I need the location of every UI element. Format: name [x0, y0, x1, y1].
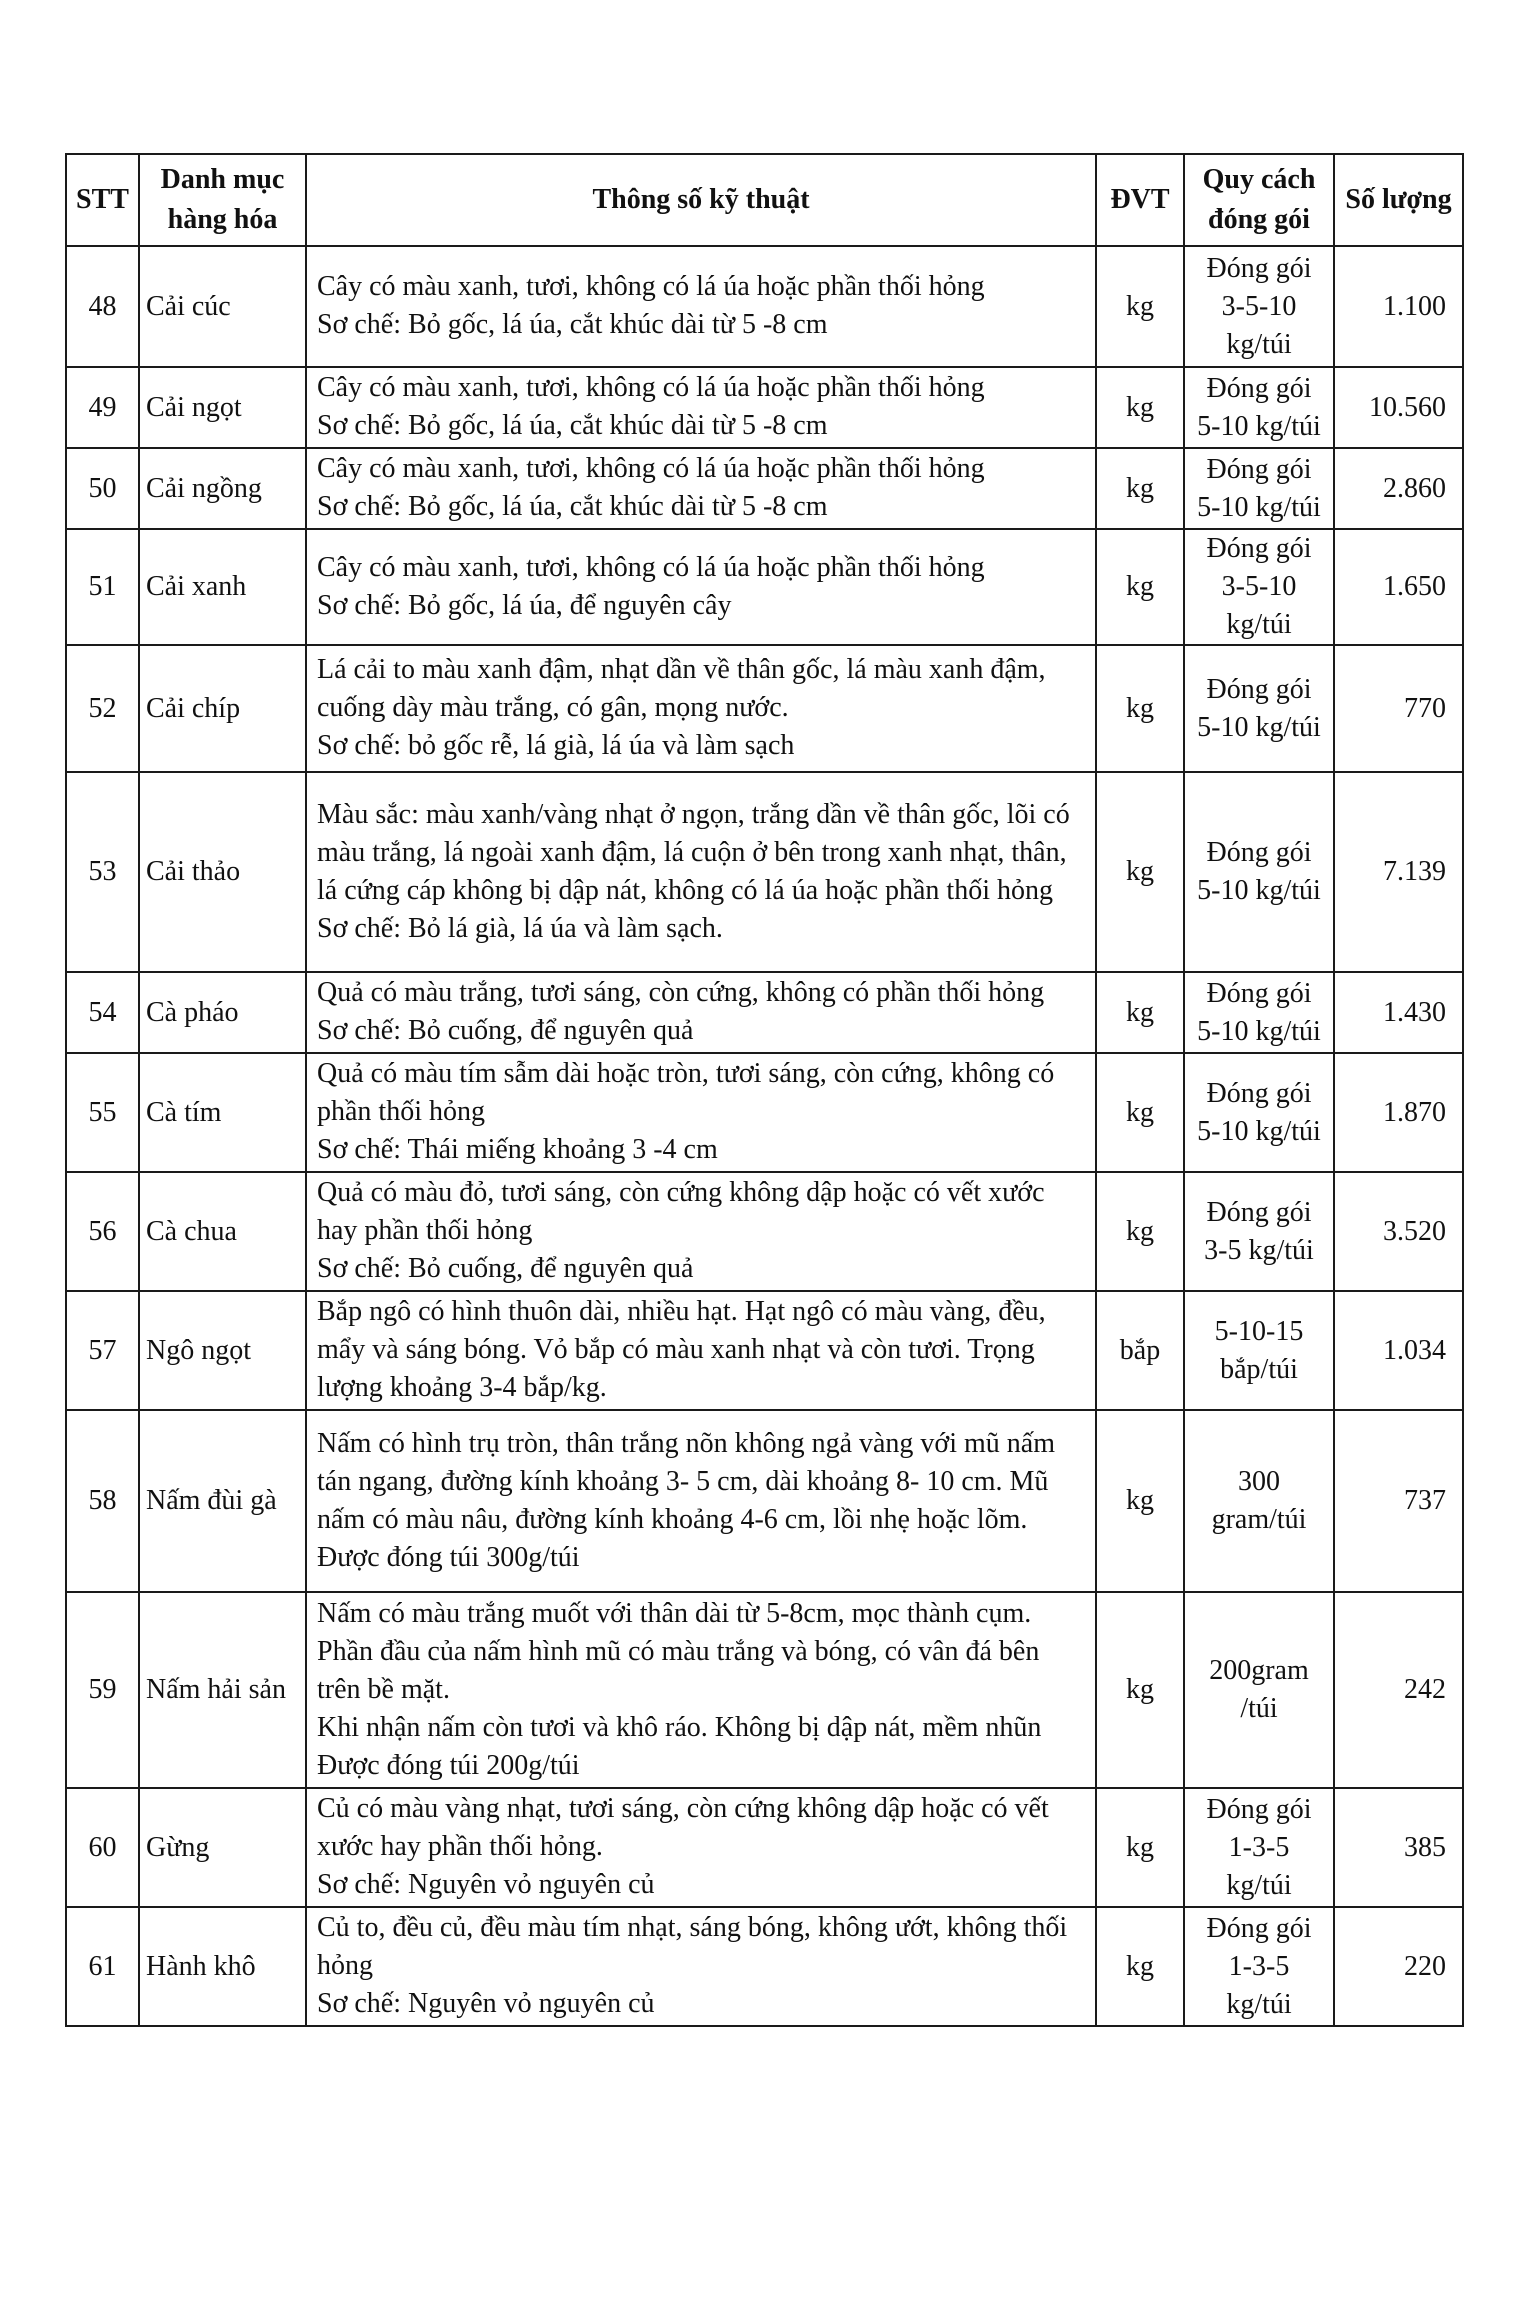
- row-stt: 48: [66, 246, 139, 367]
- row-stt: 59: [66, 1592, 139, 1788]
- spec-line: Cây có màu xanh, tươi, không có lá úa hoặc phần thối hỏng: [317, 551, 985, 583]
- row-packing: Đóng gói 5-10 kg/túi: [1184, 772, 1334, 972]
- row-quantity: 1.870: [1334, 1053, 1463, 1172]
- spec-line: Củ có màu vàng nhạt, tươi sáng, còn cứng không dập hoặc có vết xước hay phần thối hỏng.: [317, 1793, 1049, 1862]
- row-quantity: 770: [1334, 645, 1463, 772]
- spec-line: Sơ chế: Bỏ gốc, lá úa, cắt khúc dài từ 5 -8 cm: [317, 491, 828, 522]
- row-item-name: Cà chua: [139, 1172, 306, 1291]
- row-unit: kg: [1096, 1592, 1184, 1788]
- row-packing: 300 gram/túi: [1184, 1410, 1334, 1592]
- row-spec: [306, 1410, 1096, 1592]
- row-unit: kg: [1096, 1907, 1184, 2026]
- row-unit: kg: [1096, 367, 1184, 448]
- row-item-name: Cà tím: [139, 1053, 306, 1172]
- row-spec: [306, 1592, 1096, 1788]
- spec-line: Cây có màu xanh, tươi, không có lá úa hoặc phần thối hỏng: [317, 453, 985, 484]
- table-row: [66, 972, 1463, 1053]
- header-name: Danh mục hàng hóa: [139, 154, 306, 246]
- table-row: [66, 1291, 1463, 1410]
- row-stt: 53: [66, 772, 139, 972]
- goods-specification-table: [65, 153, 1464, 2027]
- row-packing: Đóng gói 3-5-10 kg/túi: [1184, 529, 1334, 645]
- table-row: [66, 1592, 1463, 1788]
- row-quantity: 10.560: [1334, 367, 1463, 448]
- table-row: [66, 246, 1463, 367]
- row-item-name: Cà pháo: [139, 972, 306, 1053]
- row-unit: kg: [1096, 246, 1184, 367]
- row-spec: [306, 529, 1096, 645]
- row-packing: Đóng gói 5-10 kg/túi: [1184, 972, 1334, 1053]
- row-packing: Đóng gói 3-5 kg/túi: [1184, 1172, 1334, 1291]
- spec-line: Sơ chế: Bỏ gốc, lá úa, để nguyên cây: [317, 589, 732, 621]
- spec-line: Quả có màu trắng, tươi sáng, còn cứng, không có phần thối hỏng: [317, 977, 1045, 1008]
- row-spec: [306, 645, 1096, 772]
- spec-line: Phần đầu của nấm hình mũ có màu trắng và bóng, có vân đá bên trên bề mặt.: [317, 1635, 1040, 1705]
- header-quantity: Số lượng: [1334, 154, 1463, 246]
- row-stt: 60: [66, 1788, 139, 1907]
- row-stt: 52: [66, 645, 139, 772]
- row-quantity: 1.034: [1334, 1291, 1463, 1410]
- spec-line: Cây có màu xanh, tươi, không có lá úa hoặc phần thối hỏng: [317, 271, 985, 302]
- spec-line: Sơ chế: Nguyên vỏ nguyên củ: [317, 1988, 655, 2019]
- spec-line: Quả có màu đỏ, tươi sáng, còn cứng không dập hoặc có vết xước hay phần thối hỏng: [317, 1177, 1045, 1246]
- row-item-name: Cải chíp: [139, 645, 306, 772]
- row-unit: kg: [1096, 529, 1184, 645]
- row-item-name: Cải ngồng: [139, 448, 306, 529]
- row-unit: kg: [1096, 772, 1184, 972]
- spec-line: Sơ chế: Bỏ cuống, để nguyên quả: [317, 1253, 694, 1284]
- spec-line: Khi nhận nấm còn tươi và khô ráo. Không bị dập nát, mềm nhũn: [317, 1711, 1042, 1743]
- row-quantity: 220: [1334, 1907, 1463, 2026]
- row-quantity: 737: [1334, 1410, 1463, 1592]
- row-stt: 54: [66, 972, 139, 1053]
- spec-line: Quả có màu tím sẫm dài hoặc tròn, tươi sáng, còn cứng, không có phần thối hỏng: [317, 1058, 1055, 1127]
- row-item-name: Cải thảo: [139, 772, 306, 972]
- row-packing: Đóng gói 5-10 kg/túi: [1184, 1053, 1334, 1172]
- header-spec: Thông số kỹ thuật: [306, 154, 1096, 246]
- header-packing: Quy cách đóng gói: [1184, 154, 1334, 246]
- row-packing: Đóng gói 5-10 kg/túi: [1184, 448, 1334, 529]
- row-item-name: Cải cúc: [139, 246, 306, 367]
- table-row: [66, 772, 1463, 972]
- row-item-name: Gừng: [139, 1788, 306, 1907]
- table-row: [66, 448, 1463, 529]
- row-unit: kg: [1096, 1788, 1184, 1907]
- row-packing: Đóng gói 1-3-5 kg/túi: [1184, 1788, 1334, 1907]
- table-row: [66, 1172, 1463, 1291]
- spec-line: Cây có màu xanh, tươi, không có lá úa hoặc phần thối hỏng: [317, 372, 985, 403]
- row-spec: [306, 367, 1096, 448]
- row-spec: [306, 1291, 1096, 1410]
- row-spec: [306, 772, 1096, 972]
- row-item-name: Cải ngọt: [139, 367, 306, 448]
- table-row: [66, 367, 1463, 448]
- row-spec: [306, 1788, 1096, 1907]
- spec-line: Sơ chế: bỏ gốc rễ, lá già, lá úa và làm sạch: [317, 730, 795, 761]
- spec-line: Sơ chế: Bỏ lá già, lá úa và làm sạch.: [317, 912, 723, 944]
- table-row: [66, 1788, 1463, 1907]
- table-row: [66, 529, 1463, 645]
- row-item-name: Nấm hải sản: [139, 1592, 306, 1788]
- header-row: [66, 154, 1463, 246]
- table-row: [66, 1907, 1463, 2026]
- row-unit: kg: [1096, 1410, 1184, 1592]
- row-packing: Đóng gói 5-10 kg/túi: [1184, 367, 1334, 448]
- table-row: [66, 1053, 1463, 1172]
- spec-line: Nấm có màu trắng muốt với thân dài từ 5-8cm, mọc thành cụm.: [317, 1597, 1032, 1629]
- spec-line: Sơ chế: Bỏ gốc, lá úa, cắt khúc dài từ 5 -8 cm: [317, 410, 828, 441]
- table-row: [66, 1410, 1463, 1592]
- spec-line: Sơ chế: Bỏ cuống, để nguyên quả: [317, 1015, 694, 1046]
- row-quantity: 1.650: [1334, 529, 1463, 645]
- row-packing: Đóng gói 5-10 kg/túi: [1184, 645, 1334, 772]
- row-quantity: 7.139: [1334, 772, 1463, 972]
- row-stt: 57: [66, 1291, 139, 1410]
- row-unit: kg: [1096, 1053, 1184, 1172]
- table-row: [66, 645, 1463, 772]
- header-unit: ĐVT: [1096, 154, 1184, 246]
- header-stt: STT: [66, 154, 139, 246]
- spec-line: Nấm có hình trụ tròn, thân trắng nõn không ngả vàng với mũ nấm tán ngang, đường kính khoảng 3- 5 cm, dài khoảng 8- 10 cm. Mũ nấm có màu nâu, đường kính khoảng 4-6 cm, lồi nhẹ hoặc lõm.: [317, 1427, 1056, 1535]
- row-quantity: 1.100: [1334, 246, 1463, 367]
- row-stt: 51: [66, 529, 139, 645]
- spec-line: Củ to, đều củ, đều màu tím nhạt, sáng bóng, không ướt, không thối hỏng: [317, 1912, 1068, 1981]
- spec-line: Lá cải to màu xanh đậm, nhạt dần về thân gốc, lá màu xanh đậm, cuống dày màu trắng, có gân, mọng nước.: [317, 654, 1046, 723]
- row-spec: [306, 1053, 1096, 1172]
- row-item-name: Ngô ngọt: [139, 1291, 306, 1410]
- row-stt: 50: [66, 448, 139, 529]
- spec-line: Bắp ngô có hình thuôn dài, nhiều hạt. Hạt ngô có màu vàng, đều, mẩy và sáng bóng. Vỏ bắp có màu xanh nhạt và còn tươi. Trọng lượng khoảng 3-4 bắp/kg.: [317, 1296, 1046, 1403]
- row-spec: [306, 246, 1096, 367]
- row-stt: 49: [66, 367, 139, 448]
- row-spec: [306, 972, 1096, 1053]
- row-unit: kg: [1096, 645, 1184, 772]
- row-quantity: 242: [1334, 1592, 1463, 1788]
- row-unit: bắp: [1096, 1291, 1184, 1410]
- row-spec: [306, 1172, 1096, 1291]
- row-item-name: Hành khô: [139, 1907, 306, 2026]
- row-quantity: 2.860: [1334, 448, 1463, 529]
- spec-line: Được đóng túi 300g/túi: [317, 1541, 580, 1573]
- row-spec: [306, 1907, 1096, 2026]
- row-unit: kg: [1096, 448, 1184, 529]
- row-quantity: 3.520: [1334, 1172, 1463, 1291]
- spec-line: Màu sắc: màu xanh/vàng nhạt ở ngọn, trắng dần về thân gốc, lõi có màu trắng, lá ngoài xanh đậm, lá cuộn ở bên trong xanh nhạt, thân, lá cứng cáp không bị dập nát, không có lá úa hoặc phần thối hỏng: [317, 798, 1070, 906]
- row-item-name: Nấm đùi gà: [139, 1410, 306, 1592]
- spec-line: Sơ chế: Bỏ gốc, lá úa, cắt khúc dài từ 5 -8 cm: [317, 309, 828, 340]
- row-item-name: Cải xanh: [139, 529, 306, 645]
- row-stt: 61: [66, 1907, 139, 2026]
- row-stt: 58: [66, 1410, 139, 1592]
- row-packing: 5-10-15 bắp/túi: [1184, 1291, 1334, 1410]
- row-spec: [306, 448, 1096, 529]
- row-packing: 200gram /túi: [1184, 1592, 1334, 1788]
- row-stt: 55: [66, 1053, 139, 1172]
- row-packing: Đóng gói 3-5-10 kg/túi: [1184, 246, 1334, 367]
- row-unit: kg: [1096, 1172, 1184, 1291]
- spec-line: Được đóng túi 200g/túi: [317, 1749, 580, 1781]
- row-unit: kg: [1096, 972, 1184, 1053]
- row-quantity: 1.430: [1334, 972, 1463, 1053]
- spec-line: Sơ chế: Nguyên vỏ nguyên củ: [317, 1869, 655, 1900]
- row-packing: Đóng gói 1-3-5 kg/túi: [1184, 1907, 1334, 2026]
- row-stt: 56: [66, 1172, 139, 1291]
- spec-line: Sơ chế: Thái miếng khoảng 3 -4 cm: [317, 1134, 718, 1165]
- row-quantity: 385: [1334, 1788, 1463, 1907]
